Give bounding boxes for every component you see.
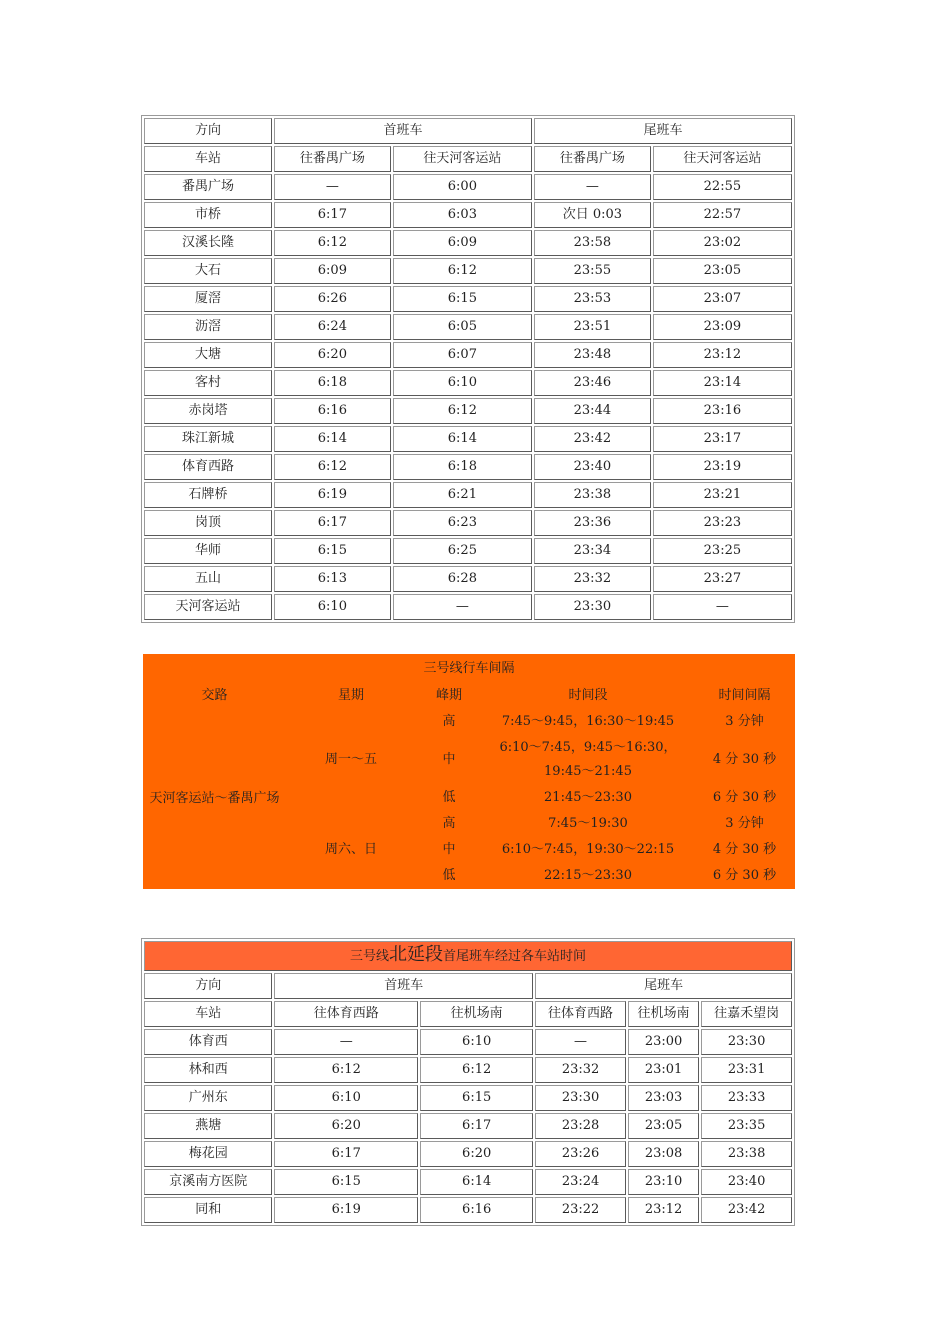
table-row bbox=[144, 454, 792, 480]
time-cell: 23:19 bbox=[653, 454, 792, 480]
interval-cell: 3 分钟 bbox=[725, 714, 764, 729]
time-cell: 6:03 bbox=[393, 202, 532, 228]
interval-table-title: 三号线行车间隔 bbox=[423, 660, 515, 676]
station-name-cell: 客村 bbox=[144, 370, 272, 396]
table-row bbox=[144, 1169, 792, 1195]
table-title-row bbox=[144, 941, 792, 971]
station-name-cell: 大塘 bbox=[144, 342, 272, 368]
time-cell: 23:24 bbox=[535, 1169, 626, 1195]
table-header-row bbox=[143, 683, 795, 709]
interval-cell: 6 分 30 秒 bbox=[712, 868, 777, 883]
route-cell: 天河客运站～番禺广场 bbox=[149, 791, 280, 806]
time-cell: 6:12 bbox=[393, 258, 532, 284]
peak-cell: 高 bbox=[442, 816, 456, 831]
weekend-cell: 周六、日 bbox=[324, 842, 377, 857]
time-cell: 6:10 bbox=[420, 1029, 533, 1055]
header-last-train: 尾班车 bbox=[535, 973, 792, 999]
time-cell: 23:30 bbox=[534, 594, 651, 620]
peak-cell: 高 bbox=[442, 714, 456, 729]
time-cell: — bbox=[274, 1029, 418, 1055]
time-cell: 23:10 bbox=[628, 1169, 699, 1195]
peak-cell: 中 bbox=[442, 752, 456, 767]
table-row bbox=[144, 538, 792, 564]
period-cell: 7:45～19:30 bbox=[548, 816, 628, 831]
station-name-cell: 大石 bbox=[144, 258, 272, 284]
time-cell: 6:28 bbox=[393, 566, 532, 592]
station-name-cell: 梅花园 bbox=[144, 1141, 272, 1167]
header-route: 交路 bbox=[201, 688, 228, 703]
time-cell: 6:16 bbox=[420, 1197, 533, 1223]
peak-cell: 中 bbox=[442, 842, 456, 857]
table-header-row bbox=[144, 1001, 792, 1027]
header-to-panyu: 往番禺广场 bbox=[274, 146, 391, 172]
time-cell: — bbox=[393, 594, 532, 620]
station-name-cell: 沥滘 bbox=[144, 314, 272, 340]
time-cell: 6:10 bbox=[393, 370, 532, 396]
time-cell: 6:17 bbox=[274, 1141, 418, 1167]
header-direction: 方向 bbox=[144, 973, 272, 999]
header-first-train: 首班车 bbox=[274, 973, 533, 999]
table-row bbox=[144, 258, 792, 284]
time-cell: 23:40 bbox=[701, 1169, 792, 1195]
time-cell: 23:46 bbox=[534, 370, 651, 396]
station-name-cell: 厦滘 bbox=[144, 286, 272, 312]
time-cell: 6:25 bbox=[393, 538, 532, 564]
time-cell: 23:28 bbox=[535, 1113, 626, 1139]
station-name-cell: 五山 bbox=[144, 566, 272, 592]
period-cell: 6:10～7:45，19:30～22:15 bbox=[501, 842, 675, 857]
table-row bbox=[143, 709, 795, 735]
time-cell: 6:23 bbox=[393, 510, 532, 536]
time-cell: 6:18 bbox=[393, 454, 532, 480]
table-row bbox=[144, 342, 792, 368]
time-cell: 23:22 bbox=[535, 1197, 626, 1223]
time-cell: 6:18 bbox=[274, 370, 391, 396]
station-name-cell: 石牌桥 bbox=[144, 482, 272, 508]
station-name-cell: 市桥 bbox=[144, 202, 272, 228]
time-cell: 23:07 bbox=[653, 286, 792, 312]
time-cell: 6:00 bbox=[393, 174, 532, 200]
time-cell: 6:09 bbox=[274, 258, 391, 284]
station-name-cell: 林和西 bbox=[144, 1057, 272, 1083]
time-cell: 6:19 bbox=[274, 1197, 418, 1223]
time-cell: 6:24 bbox=[274, 314, 391, 340]
time-cell: — bbox=[534, 174, 651, 200]
header-station: 车站 bbox=[144, 1001, 272, 1027]
station-name-cell: 赤岗塔 bbox=[144, 398, 272, 424]
table-header-row bbox=[144, 146, 792, 172]
header-last-train: 尾班车 bbox=[534, 118, 792, 144]
time-cell: 6:10 bbox=[274, 594, 391, 620]
period-cell: 21:45～23:30 bbox=[544, 790, 632, 805]
station-name-cell: 岗顶 bbox=[144, 510, 272, 536]
time-cell: 23:17 bbox=[653, 426, 792, 452]
time-cell: 6:20 bbox=[274, 1113, 418, 1139]
interval-cell: 4 分 30 秒 bbox=[712, 842, 777, 857]
time-cell: 6:15 bbox=[393, 286, 532, 312]
title-suffix: 首尾班车经过各车站时间 bbox=[443, 949, 587, 964]
time-cell: 6:05 bbox=[393, 314, 532, 340]
station-name-cell: 珠江新城 bbox=[144, 426, 272, 452]
time-cell: 23:31 bbox=[701, 1057, 792, 1083]
header-to-panyu: 往番禺广场 bbox=[534, 146, 651, 172]
table-row bbox=[144, 1113, 792, 1139]
time-cell: 23:05 bbox=[628, 1113, 699, 1139]
table-row bbox=[144, 1057, 792, 1083]
time-cell: 23:08 bbox=[628, 1141, 699, 1167]
time-cell: 23:23 bbox=[653, 510, 792, 536]
table-row bbox=[144, 482, 792, 508]
table-row bbox=[144, 398, 792, 424]
time-cell: 23:40 bbox=[534, 454, 651, 480]
station-name-cell: 番禺广场 bbox=[144, 174, 272, 200]
header-to-tianhe: 往天河客运站 bbox=[653, 146, 792, 172]
title-big: 北延段 bbox=[389, 944, 443, 965]
table-row bbox=[144, 510, 792, 536]
time-cell: 6:12 bbox=[420, 1057, 533, 1083]
time-cell: 23:36 bbox=[534, 510, 651, 536]
header-peak: 峰期 bbox=[435, 688, 462, 703]
table-row bbox=[144, 1085, 792, 1111]
header-to-jiahe: 往嘉禾望岗 bbox=[701, 1001, 792, 1027]
time-cell: — bbox=[274, 174, 391, 200]
time-cell: 23:35 bbox=[701, 1113, 792, 1139]
header-direction: 方向 bbox=[144, 118, 272, 144]
header-interval: 时间间隔 bbox=[718, 688, 771, 703]
time-cell: 6:17 bbox=[274, 202, 391, 228]
time-cell: 6:14 bbox=[274, 426, 391, 452]
time-cell: 6:14 bbox=[420, 1169, 533, 1195]
station-name-cell: 燕塘 bbox=[144, 1113, 272, 1139]
table-header-row bbox=[144, 973, 792, 999]
time-cell: 23:38 bbox=[534, 482, 651, 508]
time-cell: 6:15 bbox=[274, 538, 391, 564]
time-cell: 6:17 bbox=[420, 1113, 533, 1139]
time-cell: 23:53 bbox=[534, 286, 651, 312]
time-cell: 23:30 bbox=[535, 1085, 626, 1111]
time-cell: 6:12 bbox=[274, 454, 391, 480]
station-name-cell: 体育西 bbox=[144, 1029, 272, 1055]
time-cell: 23:03 bbox=[628, 1085, 699, 1111]
line3-schedule-table bbox=[141, 115, 795, 623]
time-cell: 23:09 bbox=[653, 314, 792, 340]
time-cell: 6:21 bbox=[393, 482, 532, 508]
time-cell: 23:58 bbox=[534, 230, 651, 256]
time-cell: 6:12 bbox=[274, 1057, 418, 1083]
time-cell: 6:14 bbox=[393, 426, 532, 452]
north-extension-schedule-table bbox=[141, 938, 795, 1226]
time-cell: 23:26 bbox=[535, 1141, 626, 1167]
time-cell: 6:20 bbox=[420, 1141, 533, 1167]
time-cell: 23:33 bbox=[701, 1085, 792, 1111]
table-row bbox=[144, 594, 792, 620]
peak-cell: 低 bbox=[442, 790, 456, 805]
time-cell: 23:12 bbox=[628, 1197, 699, 1223]
station-name-cell: 体育西路 bbox=[144, 454, 272, 480]
station-name-cell: 华师 bbox=[144, 538, 272, 564]
time-cell: 23:42 bbox=[534, 426, 651, 452]
time-cell: 23:38 bbox=[701, 1141, 792, 1167]
time-cell: 23:12 bbox=[653, 342, 792, 368]
period-cell: 7:45～9:45，16:30～19:45 bbox=[501, 714, 675, 729]
header-to-tiyuxilu: 往体育西路 bbox=[535, 1001, 626, 1027]
time-cell: 23:02 bbox=[653, 230, 792, 256]
table-row bbox=[144, 370, 792, 396]
station-name-cell: 广州东 bbox=[144, 1085, 272, 1111]
time-cell: 23:21 bbox=[653, 482, 792, 508]
time-cell: 23:05 bbox=[653, 258, 792, 284]
table-row bbox=[144, 314, 792, 340]
header-to-tiyuxilu: 往体育西路 bbox=[274, 1001, 418, 1027]
time-cell: 23:34 bbox=[534, 538, 651, 564]
time-cell: 23:48 bbox=[534, 342, 651, 368]
station-name-cell: 同和 bbox=[144, 1197, 272, 1223]
time-cell: 次日 0:03 bbox=[534, 202, 651, 228]
time-cell: 23:32 bbox=[534, 566, 651, 592]
time-cell: 23:27 bbox=[653, 566, 792, 592]
header-weekday: 星期 bbox=[337, 688, 364, 703]
time-cell: 23:00 bbox=[628, 1029, 699, 1055]
time-cell: 6:20 bbox=[274, 342, 391, 368]
time-cell: 23:44 bbox=[534, 398, 651, 424]
table-header-row bbox=[144, 118, 792, 144]
time-cell: 23:55 bbox=[534, 258, 651, 284]
line3-interval-table bbox=[143, 654, 795, 889]
interval-cell: 3 分钟 bbox=[725, 816, 764, 831]
weekday-cell: 周一～五 bbox=[324, 752, 377, 767]
peak-cell: 低 bbox=[442, 868, 456, 883]
time-cell: 22:57 bbox=[653, 202, 792, 228]
time-cell: 23:16 bbox=[653, 398, 792, 424]
station-name-cell: 汉溪长隆 bbox=[144, 230, 272, 256]
time-cell: 6:15 bbox=[274, 1169, 418, 1195]
time-cell: 6:16 bbox=[274, 398, 391, 424]
header-first-train: 首班车 bbox=[274, 118, 532, 144]
title-prefix: 三号线 bbox=[349, 949, 389, 964]
station-name-cell: 京溪南方医院 bbox=[144, 1169, 272, 1195]
time-cell: 23:25 bbox=[653, 538, 792, 564]
time-cell: 23:01 bbox=[628, 1057, 699, 1083]
time-cell: 23:14 bbox=[653, 370, 792, 396]
time-cell: 6:10 bbox=[274, 1085, 418, 1111]
table-row bbox=[144, 1197, 792, 1223]
table-row bbox=[144, 286, 792, 312]
table-row bbox=[144, 1029, 792, 1055]
table-row bbox=[144, 426, 792, 452]
header-to-airport: 往机场南 bbox=[628, 1001, 699, 1027]
time-cell: — bbox=[535, 1029, 626, 1055]
time-cell: 23:32 bbox=[535, 1057, 626, 1083]
interval-cell: 4 分 30 秒 bbox=[712, 752, 777, 767]
time-cell: 6:12 bbox=[393, 398, 532, 424]
period-cell: 6:10～7:45，9:45～16:30，19:45～21:45 bbox=[499, 740, 677, 779]
time-cell: 23:42 bbox=[701, 1197, 792, 1223]
table-row bbox=[144, 1141, 792, 1167]
time-cell: 6:09 bbox=[393, 230, 532, 256]
table-row bbox=[144, 174, 792, 200]
interval-cell: 6 分 30 秒 bbox=[712, 790, 777, 805]
time-cell: 22:55 bbox=[653, 174, 792, 200]
header-to-tianhe: 往天河客运站 bbox=[393, 146, 532, 172]
table-row bbox=[144, 202, 792, 228]
north-extension-title bbox=[144, 941, 792, 971]
time-cell: 6:12 bbox=[274, 230, 391, 256]
table-row bbox=[144, 230, 792, 256]
period-cell: 22:15～23:30 bbox=[544, 868, 632, 883]
time-cell: 6:19 bbox=[274, 482, 391, 508]
header-period: 时间段 bbox=[568, 688, 608, 703]
time-cell: 6:26 bbox=[274, 286, 391, 312]
time-cell: — bbox=[653, 594, 792, 620]
time-cell: 23:51 bbox=[534, 314, 651, 340]
time-cell: 6:07 bbox=[393, 342, 532, 368]
header-station: 车站 bbox=[144, 146, 272, 172]
table-row bbox=[144, 566, 792, 592]
station-name-cell: 天河客运站 bbox=[144, 594, 272, 620]
time-cell: 23:30 bbox=[701, 1029, 792, 1055]
time-cell: 6:15 bbox=[420, 1085, 533, 1111]
table-title-row bbox=[143, 654, 795, 683]
time-cell: 6:13 bbox=[274, 566, 391, 592]
time-cell: 6:17 bbox=[274, 510, 391, 536]
header-to-airport: 往机场南 bbox=[420, 1001, 533, 1027]
